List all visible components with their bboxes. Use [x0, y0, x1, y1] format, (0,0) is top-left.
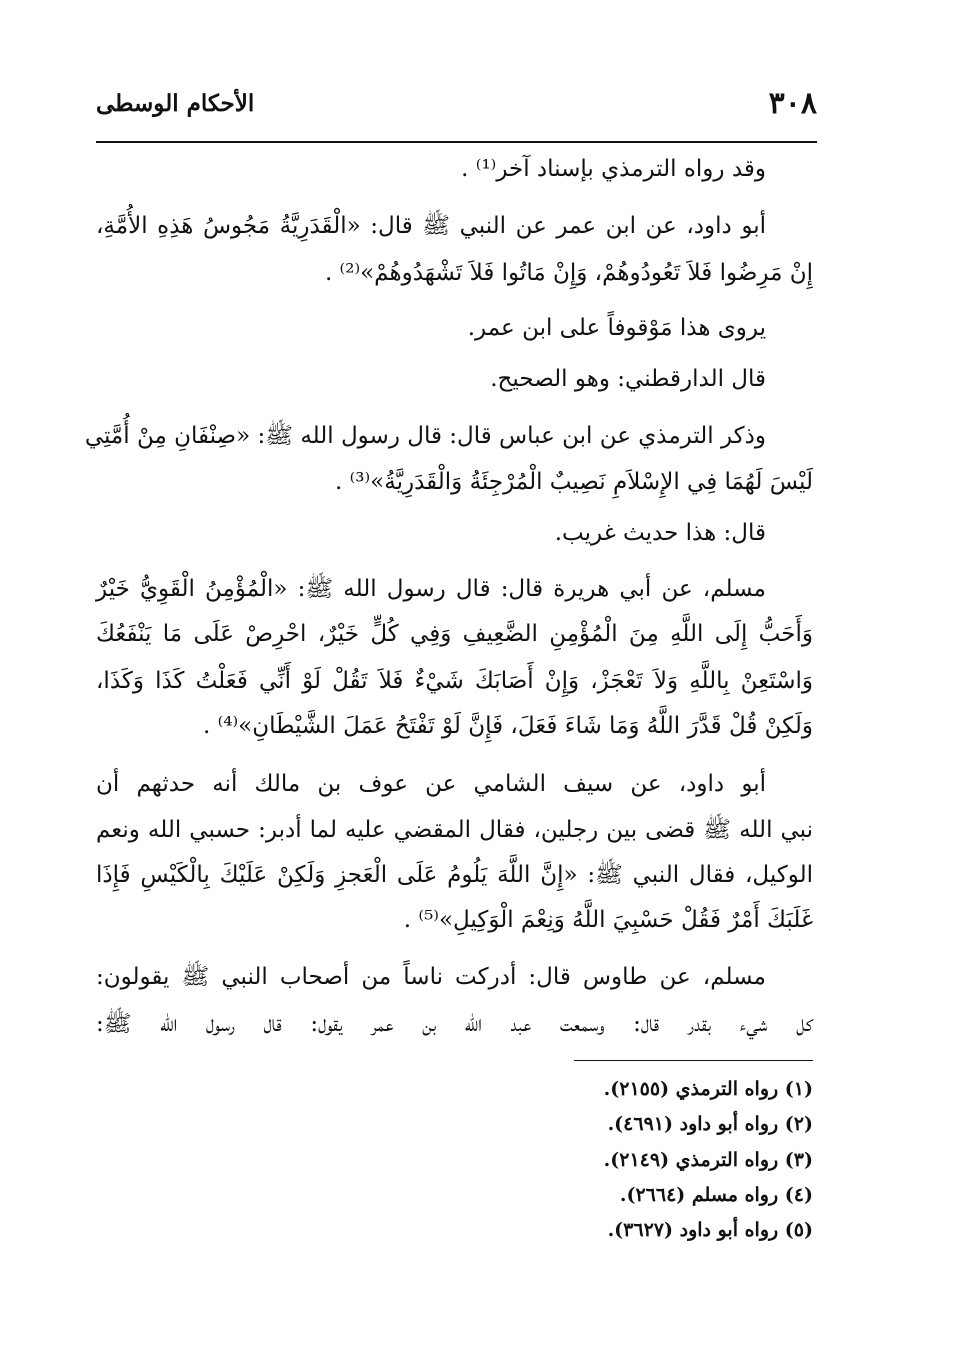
text-line: مسلم، عن طاوس قال: أدركت ناساً من أصحاب النبي ﷺ يقولون: [96, 964, 766, 990]
page-number: ٣٠٨ [768, 86, 817, 121]
footnote: (٣) رواه الترمذي (٢١٤٩). [603, 1149, 813, 1171]
text-line: وَاسْتَعِنْ بِاللَّهِ وَلاَ تَعْجَزْ، وَإِنْ أَصَابَكَ شَيْءٌ فَلاَ تَقُلْ لَوْ أَنِّي فَعَلْتُ كَذَا وَكَذَا، [96, 668, 813, 694]
text-line: أبو داود، عن سيف الشامي عن عوف بن مالك أنه حدثهم أن [96, 771, 766, 797]
text-line: مسلم، عن أبي هريرة قال: قال رسول الله ﷺ: «الْمُؤْمِنُ الْقَوِيُّ خَيْرٌ [96, 576, 766, 602]
text-line: كل شيء بقدر قال: وسمعت عبد الله بن عمر يقول: قال رسول الله ﷺ: [96, 1011, 813, 1037]
text-line: وقد رواه الترمذي بإسناد آخر⁽¹⁾ . [461, 156, 766, 182]
footnote: (٤) رواه مسلم (٢٦٦٤). [619, 1184, 813, 1206]
footnote-divider [574, 1060, 813, 1061]
text-line: أبو داود، عن ابن عمر عن النبي ﷺ قال: «الْقَدَرِيَّةُ مَجُوسُ هَذِهِ الأُمَّةِ، [96, 213, 766, 239]
text-line: قال الدارقطني: وهو الصحيح. [490, 366, 766, 392]
text-line: نبي الله ﷺ قضى بين رجلين، فقال المقضي عليه لما أدبر: حسبي الله ونعم [96, 817, 813, 843]
text-line: وَأَحَبُّ إِلَى اللَّهِ مِنَ الْمُؤْمِنِ الضَّعِيفِ وَفِي كُلٍّ خَيْرٌ، احْرِصْ عَلَى مَا يَنْفَعُكَ [96, 621, 813, 647]
text-line: إِنْ مَرِضُوا فَلاَ تَعُودُوهُمْ، وَإِنْ مَاتُوا فَلاَ تَشْهَدُوهُمْ»⁽²⁾ . [324, 260, 813, 286]
footnote: (٢) رواه أبو داود (٤٦٩١). [607, 1113, 813, 1135]
page-header [96, 86, 817, 132]
text-line: الوكيل، فقال النبي ﷺ: «إِنَّ اللَّهَ يَلُومُ عَلَى الْعَجزِ وَلَكِنْ عَلَيْكَ بِالْكَيْسِ فَإِذَا [96, 862, 813, 888]
footnote: (١) رواه الترمذي (٢١٥٥). [603, 1078, 813, 1100]
text-line: وذكر الترمذي عن ابن عباس قال: قال رسول الله ﷺ: «صِنْفَانِ مِنْ أُمَّتِي [84, 423, 766, 449]
running-title: الأحكام الوسطى [96, 90, 255, 117]
text-line: يروى هذا مَوْقوفاً على ابن عمر. [467, 315, 766, 341]
text-line: لَيْسَ لَهُمَا فِي الإِسْلاَمِ نَصِيبٌ الْمُرْجِئَةُ وَالْقَدَرِيَّةُ»⁽³⁾ . [335, 469, 813, 495]
text-line: غَلَبَكَ أَمْرٌ فَقُلْ حَسْبِيَ اللَّهُ وَنِعْمَ الْوَكِيلِ»⁽⁵⁾ . [403, 907, 813, 933]
footnote: (٥) رواه أبو داود (٣٦٢٧). [607, 1219, 813, 1241]
text-line: قال: هذا حديث غريب. [554, 520, 766, 546]
text-line: وَلَكِنْ قُلْ قَدَّرَ اللَّهُ وَمَا شَاءَ فَعَلَ، فَإِنَّ لَوْ تَفْتَحُ عَمَلَ الشَّيْطَانِ»⁽⁴⁾ . [202, 713, 813, 739]
header-divider [96, 141, 817, 143]
